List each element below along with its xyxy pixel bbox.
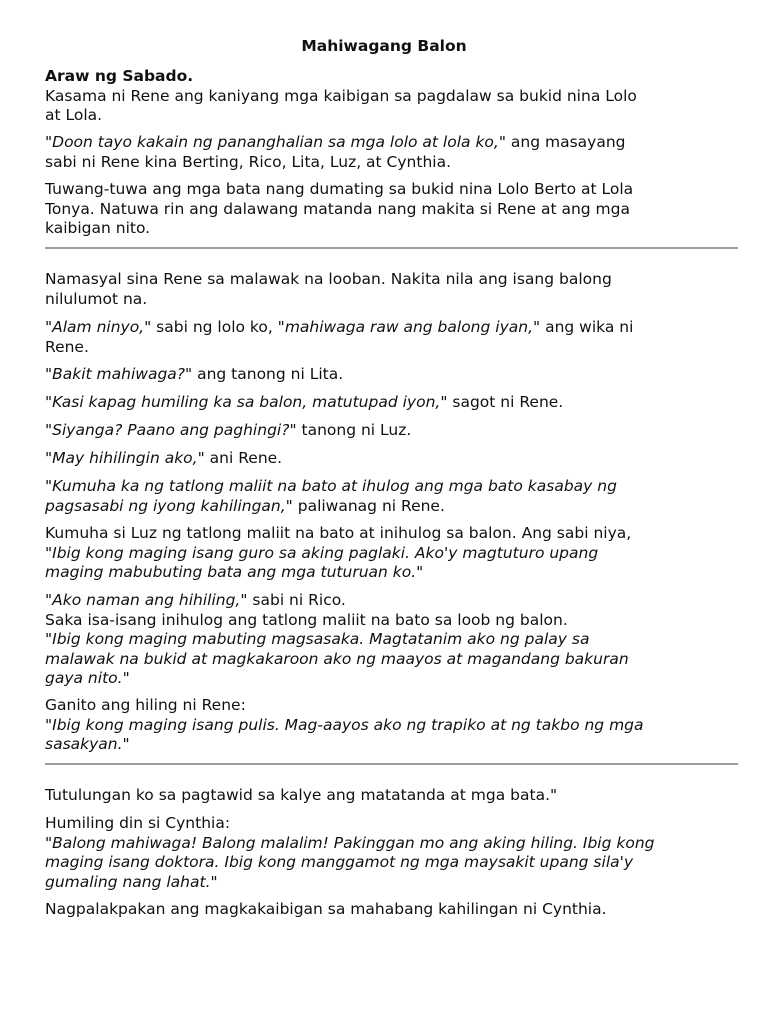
text-line [45,650,740,670]
text-line [45,591,740,611]
quote-mark: " [210,872,218,891]
quote-text: maging mabubuting bata ang mga tuturuan ko. [45,563,417,581]
paragraph-dialogue [45,449,740,469]
quote-text: Bakit mahiwaga? [52,365,186,383]
text-line: Saka isa-isang inihulog ang tatlong maliit na bato sa loob ng balon. [45,610,568,629]
text-line [45,133,740,153]
text-line [45,669,740,689]
quote-mark: " [45,833,53,852]
paragraph-narration [45,270,740,309]
quote-text: sasakyan. [45,735,123,753]
paragraph-wish-rene [45,696,740,755]
text-line [45,735,740,755]
text-fragment: " ang tanong ni Lita. [185,365,344,383]
quote-text: Alam ninyo, [52,318,145,336]
quote-text: maging isang doktora. Ibig kong manggamot ng mga maysakit upang sila'y [45,853,634,871]
quote-mark: " [45,715,53,734]
quote-text: gaya nito. [45,669,123,687]
quote-mark: " [416,563,424,581]
text-fragment: " ang wika ni [533,318,634,336]
text-line: Kasama ni Rene ang kaniyang mga kaibigan sa pagdalaw sa bukid nina Lolo [45,86,637,105]
text-line [45,449,740,469]
quote-text: gumaling nang lahat. [45,872,211,891]
quote-text: Ibig kong maging isang guro sa aking paglaki. Ako'y magtuturo upang [52,543,599,562]
quote-text: Doon tayo kakain ng pananghalian sa mga lolo at lola ko, [52,133,499,151]
quote-text: Kasi kapag humiling ka sa balon, matutupad iyon, [52,393,441,411]
text-line: Tonya. Natuwa rin ang dalawang matanda nang makita si Rene at ang mga [45,199,630,218]
text-line [45,834,740,854]
text-line [45,630,740,650]
paragraph-dialogue [45,318,740,357]
text-line [45,563,740,583]
quote-text: mahiwaga raw ang balong iyan, [284,318,534,336]
text-line: Kumuha si Luz ng tatlong maliit na bato at inihulog sa balon. Ang sabi niya, [45,524,632,542]
text-line [45,365,740,385]
text-line [45,544,740,564]
quote-text: May hihilingin ako, [52,449,198,467]
quote-mark: " [45,477,53,495]
quote-text: Balong mahiwaga! Balong malalim! Pakinggan mo ang aking hiling. Ibig kong [52,833,655,852]
paragraph-dialogue [45,393,740,413]
text-line [45,716,740,736]
text-fragment: " tanong ni Luz. [289,421,412,439]
text-line: Rene. [45,337,89,356]
section-divider [45,763,738,765]
text-line: Tutulungan ko sa pagtawid sa kalye ang matatanda at mga bata." [45,786,558,804]
quote-mark: " [45,449,53,467]
text-line: nilulumot na. [45,289,148,308]
text-fragment: " ani Rene. [197,449,283,467]
text-line: kaibigan nito. [45,219,151,237]
text-fragment: " sabi ng lolo ko, " [144,318,285,336]
paragraph-ending [45,900,740,920]
quote-text: Siyanga? Paano ang paghingi? [52,421,290,439]
quote-text: Ibig kong maging isang pulis. Mag-aayos ako ng trapiko at ng takbo ng mga [52,715,644,734]
text-fragment: " sabi ni Rico. [240,591,346,609]
quote-mark: " [45,318,53,336]
text-line: sabi ni Rene kina Berting, Rico, Lita, Luz, at Cynthia. [45,152,452,171]
text-fragment: " sagot ni Rene. [440,393,564,411]
section-heading: Araw ng Sabado. [45,67,194,85]
quote-text: Ako naman ang hihiling, [52,591,241,609]
text-line [45,393,740,413]
quote-mark: " [122,735,130,753]
quote-mark: " [45,421,53,439]
text-line: at Lola. [45,106,103,124]
paragraph-dialogue [45,477,740,516]
paragraph-narration [45,180,740,239]
text-line [45,477,740,497]
quote-mark: " [45,630,53,648]
quote-mark: " [122,669,130,687]
quote-mark: " [45,591,53,609]
text-line [45,873,740,893]
quote-mark: " [45,543,53,562]
text-fragment: " ang masayang [498,133,626,151]
paragraph-wish-rico [45,591,740,689]
section-divider [45,247,738,249]
paragraph-continuation [45,786,740,806]
quote-text: Ibig kong maging mabuting magsasaka. Magtatanim ako ng palay sa [52,630,590,648]
paragraph-dialogue [45,421,740,441]
quote-text: malawak na bukid at magkakaroon ako ng maayos at magandang bakuran [45,649,629,668]
text-line: Nagpalakpakan ang magkakaibigan sa mahabang kahilingan ni Cynthia. [45,900,607,918]
quote-text: Kumuha ka ng tatlong maliit na bato at ihulog ang mga bato kasabay ng [52,477,617,495]
quote-mark: " [45,133,53,151]
text-line: Ganito ang hiling ni Rene: [45,696,246,714]
paragraph-intro [45,67,740,126]
quote-mark: " [45,393,53,411]
text-line [45,421,740,441]
text-line: Namasyal sina Rene sa malawak na looban. Nakita nila ang isang balong [45,270,612,288]
text-line [45,853,740,873]
text-line: Humiling din si Cynthia: [45,814,231,832]
text-line: Tuwang-tuwa ang mga bata nang dumating sa bukid nina Lolo Berto at Lola [45,180,634,198]
text-line [45,318,740,338]
document-title: Mahiwagang Balon [301,37,467,55]
text-line [45,497,740,517]
text-fragment: " paliwanag ni Rene. [285,496,445,515]
paragraph-dialogue [45,365,740,385]
paragraph-wish-luz [45,524,740,583]
quote-mark: " [45,365,53,383]
paragraph-wish-cynthia [45,814,740,892]
quote-text: pagsasabi ng iyong kahilingan, [45,496,286,515]
paragraph-dialogue [45,133,740,172]
